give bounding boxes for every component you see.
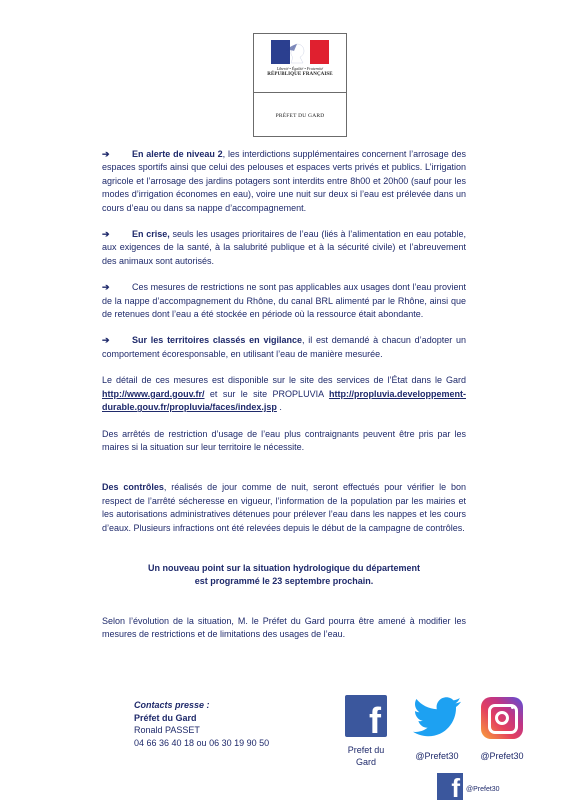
marianne-flag-icon	[271, 40, 329, 64]
twitter-icon[interactable]	[413, 697, 461, 737]
next-update-announcement: Un nouveau point sur la situation hydrologique du département est programmé le 23 septembre prochain.	[147, 562, 420, 587]
facebook-label: Prefet du Gard	[347, 745, 385, 767]
press-release-body	[102, 148, 466, 642]
contacts-organization: Préfet du Gard	[134, 712, 197, 723]
arrow-icon: ➔	[102, 149, 110, 159]
paragraph-controls: Des contrôles, réalisés de jour comme de nuit, seront effectués pour vérifier le bon respect de l’arrêté sécheresse en vigueur, l’information de la population par les mairies et les autorisations administratives détenues pour prélever l’eau dans les nappes et les cours d’eaux. Plusieurs infractions ont été relevées depuis le début de la campagne de contrôles.	[102, 482, 466, 533]
arrow-icon: ➔	[102, 229, 110, 240]
contacts-person: Ronald PASSET	[134, 725, 200, 736]
propluvia-link[interactable]: http://propluvia.developpement-durable.gouv.fr/propluvia/faces/index.jsp	[102, 388, 466, 413]
instagram-icon[interactable]	[481, 697, 523, 739]
facebook-small-icon[interactable]: f	[437, 773, 463, 800]
contacts-title: Contacts presse :	[134, 700, 210, 710]
contacts-phones: 04 66 36 40 18 ou 06 30 19 90 50	[134, 737, 270, 748]
paragraph-details-links: Le détail de ces mesures est disponible sur le site des services de l’État dans le Gard http://www.gard.gouv.fr/ et sur le site PROPLUVIA http://propluvia.developpement-durable.gouv.fr/propluvia/faces/index.jsp .	[102, 375, 466, 413]
paragraph-mayor-orders: Des arrêtés de restriction d’usage de l’eau plus contraignants peuvent être pris par les maires si la situation sur leur territoire le nécessite.	[102, 428, 466, 452]
paragraph-evolution: Selon l’évolution de la situation, M. le Préfet du Gard pourra être amené à modifier les mesures de restrictions et de limitations des usages de l’eau.	[102, 615, 466, 640]
facebook-icon[interactable]: f	[345, 695, 387, 737]
republic-name: RÉPUBLIQUE FRANÇAISE	[267, 72, 333, 77]
republic-motto: Liberté • Égalité • Fraternité	[276, 66, 324, 71]
paragraph-exemptions: ➔ Ces mesures de restrictions ne sont pas applicables aux usages dont l’eau provient de la nappe d’accompagnement du Rhône, du canal BRL alimenté par le Rhône, ainsi que de retenues dont l’eau a été stockée en période où la ressource était abondante.	[102, 282, 466, 320]
arrow-icon: ➔	[102, 335, 110, 346]
press-contacts	[134, 699, 269, 749]
facebook-small-label: @Prefet30	[466, 786, 500, 793]
twitter-label: @Prefet30	[415, 751, 459, 761]
paragraph-vigilance: ➔ Sur les territoires classés en vigilance, il est demandé à chacun d’adopter un comportement écoresponsable, en utilisant l’eau de manière mesurée.	[102, 335, 466, 359]
paragraph-alert-level-2: ➔ En alerte de niveau 2, les interdictions supplémentaires concernent l’arrosage des espaces sportifs ainsi que celui des pelouses et espaces verts privés et publics. L’irrigation agricole et l’arrosage des jardins potagers sont interdits entre 8h00 et 20h00 (sauf pour les modes d’irrigation économes en eau), voire une nuit sur deux si l’eau est prélevée dans un cours d’eau ou dans sa nappe d’accompagnement.	[102, 149, 466, 213]
prefecture-logo	[253, 33, 347, 137]
paragraph-crisis: ➔ En crise, seuls les usages prioritaires de l’eau (liés à l’alimentation en eau potable, aux exigences de la santé, à la salubrité publique et à la sécurité civile) et l’abreuvement des animaux sont autorisés.	[102, 229, 467, 266]
prefecture-name: PRÉFET DU GARD	[275, 113, 325, 119]
instagram-label: @Prefet30	[480, 751, 524, 761]
gard-gouv-link[interactable]: http://www.gard.gouv.fr/	[102, 388, 205, 399]
logo-divider	[254, 92, 346, 93]
arrow-icon: ➔	[102, 282, 110, 293]
